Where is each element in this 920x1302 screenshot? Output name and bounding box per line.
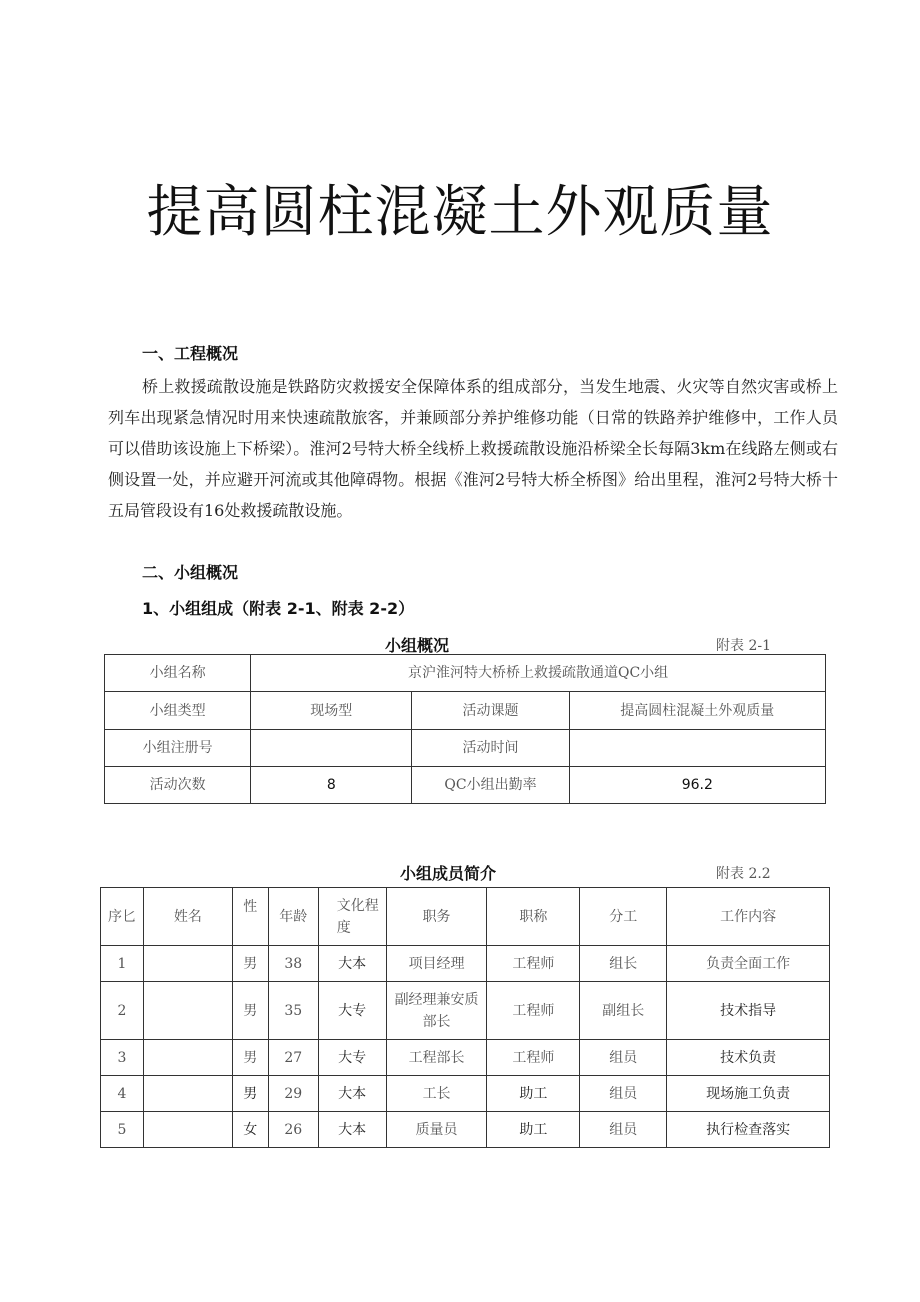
header-role: 分工 (580, 888, 667, 946)
cell-age: 35 (268, 982, 318, 1040)
cell-post: 工程部长 (386, 1040, 487, 1076)
cell-work: 技术指导 (667, 982, 830, 1040)
cell-post: 副经理兼安质部长 (386, 982, 487, 1040)
cell-post: 项目经理 (386, 946, 487, 982)
activity-time-label: 活动时间 (412, 730, 569, 767)
cell-education: 大专 (318, 982, 386, 1040)
cell-name (143, 1076, 232, 1112)
cell-seq: 4 (101, 1076, 144, 1112)
cell-work: 执行检查落实 (667, 1112, 830, 1148)
cell-title: 工程师 (487, 1040, 580, 1076)
cell-title: 工程师 (487, 982, 580, 1040)
cell-name (143, 946, 232, 982)
table1-reference: 附表 2-1 (716, 638, 771, 654)
cell-education: 大本 (318, 946, 386, 982)
group-overview-table (104, 654, 826, 804)
cell-education: 大本 (318, 1112, 386, 1148)
project-overview-paragraph: 桥上救援疏散设施是铁路防灾救援安全保障体系的组成部分，当发生地震、火灾等自然灾害或桥上列车出现紧急情况时用来快速疏散旅客，并兼顾部分养护维修功能（日常的铁路养护维修中，工作人员可以借助该设施上下桥梁）。淮河2号特大桥全线桥上救援疏散设施沿桥梁全长每隔3km在线路左侧或右侧设置一处，并应避开河流或其他障碍物。根据《淮河2号特大桥全桥图》给出里程，淮河2号特大桥十五局管段设有16处救援疏散设施。 (108, 377, 838, 520)
cell-age: 29 (268, 1076, 318, 1112)
cell-age: 38 (268, 946, 318, 982)
table-row (101, 1112, 830, 1148)
table2-reference: 附表 2.2 (716, 866, 771, 882)
cell-role: 副组长 (580, 982, 667, 1040)
attendance-rate-label: QC小组出勤率 (412, 767, 569, 804)
activity-count-value: 8 (251, 767, 412, 804)
header-work: 工作内容 (667, 888, 830, 946)
header-title: 职称 (487, 888, 580, 946)
cell-sex: 男 (232, 1040, 268, 1076)
header-education: 文化程度 (318, 888, 386, 946)
group-type-label: 小组类型 (105, 692, 251, 730)
cell-role: 组员 (580, 1112, 667, 1148)
cell-age: 26 (268, 1112, 318, 1148)
table-row (101, 1040, 830, 1076)
cell-work: 负责全面工作 (667, 946, 830, 982)
header-age: 年龄 (268, 888, 318, 946)
registration-number-value (251, 730, 412, 767)
cell-seq: 5 (101, 1112, 144, 1148)
cell-post: 工长 (386, 1076, 487, 1112)
document-title: 提高圆柱混凝土外观质量 (146, 180, 774, 245)
table-row (101, 946, 830, 982)
registration-number-label: 小组注册号 (105, 730, 251, 767)
cell-work: 现场施工负责 (667, 1076, 830, 1112)
attendance-rate-value: 96.2 (569, 767, 825, 804)
header-sex: 性 (232, 888, 268, 946)
header-seq: 序匕 (101, 888, 144, 946)
section-heading-overview: 一、工程概况 (142, 344, 239, 363)
cell-role: 组长 (580, 946, 667, 982)
cell-sex: 男 (232, 982, 268, 1040)
subheading-group-composition: 1、小组组成（附表 2-1、附表 2-2） (142, 599, 415, 618)
activity-time-value (569, 730, 825, 767)
member-table-header (101, 888, 830, 946)
cell-name (143, 1112, 232, 1148)
activity-count-label: 活动次数 (105, 767, 251, 804)
activity-topic-value: 提高圆柱混凝土外观质量 (569, 692, 825, 730)
cell-sex: 女 (232, 1112, 268, 1148)
cell-title: 助工 (487, 1076, 580, 1112)
group-name-value: 京沪淮河特大桥桥上救援疏散通道QC小组 (251, 655, 826, 692)
cell-sex: 男 (232, 946, 268, 982)
member-table (100, 887, 830, 1148)
section-heading-group: 二、小组概况 (142, 563, 239, 582)
group-type-value: 现场型 (251, 692, 412, 730)
table2-caption: 小组成员简介 (400, 864, 497, 883)
header-name: 姓名 (143, 888, 232, 946)
cell-education: 大专 (318, 1040, 386, 1076)
activity-topic-label: 活动课题 (412, 692, 569, 730)
cell-work: 技术负责 (667, 1040, 830, 1076)
cell-name (143, 982, 232, 1040)
cell-education: 大本 (318, 1076, 386, 1112)
cell-post: 质量员 (386, 1112, 487, 1148)
cell-role: 组员 (580, 1076, 667, 1112)
cell-title: 助工 (487, 1112, 580, 1148)
cell-age: 27 (268, 1040, 318, 1076)
cell-seq: 1 (101, 946, 144, 982)
table-row (101, 1076, 830, 1112)
cell-title: 工程师 (487, 946, 580, 982)
cell-name (143, 1040, 232, 1076)
table-row (101, 982, 830, 1040)
table1-caption: 小组概况 (385, 636, 450, 655)
cell-sex: 男 (232, 1076, 268, 1112)
group-name-label: 小组名称 (105, 655, 251, 692)
cell-seq: 3 (101, 1040, 144, 1076)
cell-role: 组员 (580, 1040, 667, 1076)
header-post: 职务 (386, 888, 487, 946)
cell-seq: 2 (101, 982, 144, 1040)
